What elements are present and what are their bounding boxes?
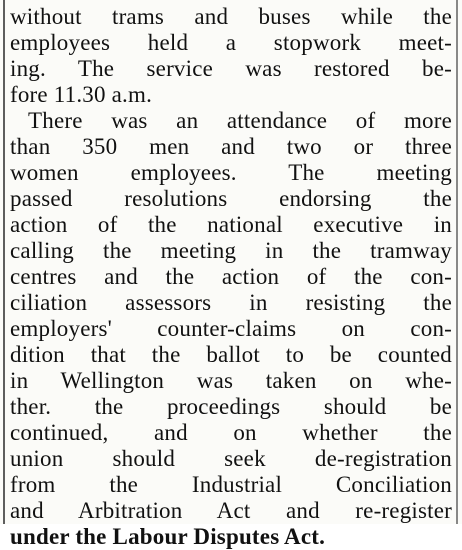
text-line: There was an attendance of more [28, 108, 452, 133]
text-line: dition that the ballot to be counted [10, 342, 452, 367]
column-rule-left [3, 0, 5, 524]
text-line: ther. the proceedings should be [10, 394, 452, 419]
text-line: employees held a stopwork meet- [10, 30, 452, 55]
paragraph-1 [10, 4, 452, 108]
text-line: centres and the action of the con- [10, 264, 452, 289]
text-line: employers' counter-claims on con- [10, 316, 452, 341]
column-rule-right [456, 0, 458, 524]
article-column [10, 4, 452, 550]
text-line: than 350 men and two or three [10, 134, 452, 159]
text-line: action of the national executive in [10, 212, 452, 237]
text-line: under the Labour Disputes Act. [10, 524, 326, 549]
text-line: without trams and buses while the [10, 4, 452, 29]
text-line: from the Industrial Conciliation [10, 472, 452, 497]
text-line: women employees. The meeting [10, 160, 452, 185]
text-line: union should seek de-registration [10, 446, 452, 471]
text-line: in Wellington was taken on whe- [10, 368, 452, 393]
text-line: fore 11.30 a.m. [10, 82, 153, 107]
text-line: passed resolutions endorsing the [10, 186, 452, 211]
text-line: and Arbitration Act and re-register [10, 498, 452, 523]
text-line: continued, and on whether the [10, 420, 452, 445]
paragraph-2 [10, 108, 452, 550]
text-line: calling the meeting in the tramway [10, 238, 452, 263]
text-line: ing. The service was restored be- [10, 56, 452, 81]
text-line: ciliation assessors in resisting the [10, 290, 452, 315]
